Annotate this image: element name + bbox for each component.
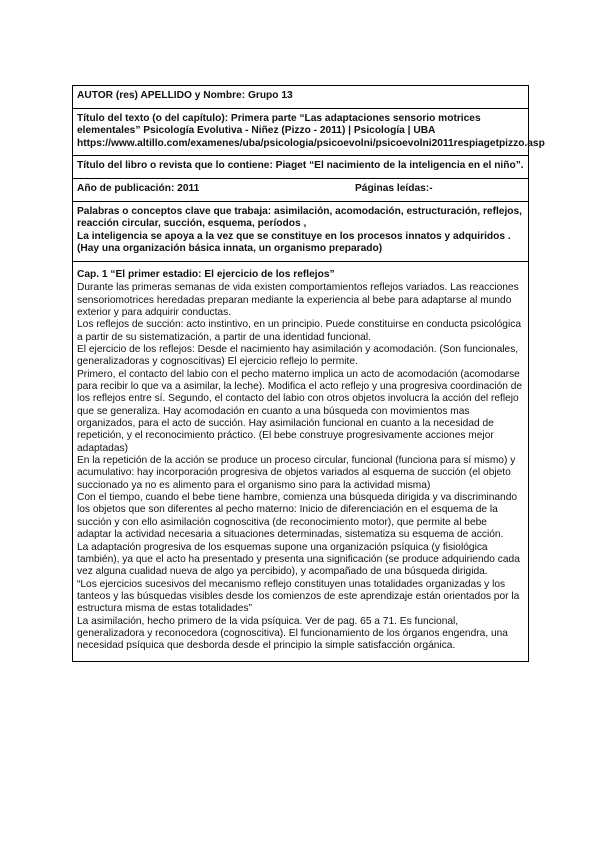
paragraph: Con el tiempo, cuando el bebe tiene hambre, comienza una búsqueda dirigida y va discriminando los objetos que son diferentes al pecho materno: Inicio de diferenciación en el esquema de la succión y con ello asimilación cognoscitiva (de reconocimiento motor), que permite al bebe adaptar la actividad necesaria a situaciones determinadas, sistematiza su esquema de acción. bbox=[77, 492, 518, 541]
pages-read: Páginas leídas:- bbox=[355, 182, 433, 194]
paragraph: La adaptación progresiva de los esquemas supone una organización psíquica (y fisiológica también), ya que el acto ha presentado y presenta una significación (se produce adquiriendo cada vez alguna cualidad nueva de algo ya percibido), y acompañado de una búsqueda dirigida. bbox=[77, 541, 520, 578]
paragraph: Los reflejos de succión: acto instintivo, en un principio. Puede constituirse en conducta psicológica a partir de su sistematización, a partir de una identidad funcional. bbox=[77, 319, 521, 343]
paragraph: “Los ejercicios sucesivos del mecanismo reflejo constituyen unas totalidades organizadas y los tanteos y las búsquedas visibles desde los comienzos de este aprendizaje están orientados por la estructura misma de estas totalidades” bbox=[77, 578, 520, 615]
paragraph: Primero, el contacto del labio con el pecho materno implica un acto de acomodación (acomodarse para recibir lo que va a asimilar, la leche). Modifica el acto reflejo y una progresiva coordinación de los reflejos entre sí. Segundo, el contacto del labio con otros objetos involucra la acción del reflejo que se generaliza. Hay acomodación en cuanto a una búsqueda con movimientos mas organizados, para el acto de succión. Hay asimilación funcional en cuanto a la necesidad de repetición, y el reconocimiento práctico. (El bebe construye progresivamente acciones mejor adaptadas) bbox=[77, 368, 523, 454]
text-title-row: Título del texto (o del capítulo): Primera parte “Las adaptaciones sensorio motrices elementales” Psicología Evolutiva - Niñez (Pizzo - 2011) | Psicología | UBA https://www.altillo.com/examenes/uba/psicologia/psicoevolni/psicoevolni2011respiagetpizzo.asp bbox=[73, 108, 528, 156]
chapter-title: Cap. 1 “El primer estadio: El ejercicio de los reflejos” bbox=[77, 268, 335, 280]
paragraph: Durante las primeras semanas de vida existen comportamientos reflejos variados. Las reacciones sensoriomotrices heredadas preparan mediante la experiencia al bebe para adaptarse al mundo exterior y para adquirir conductas. bbox=[77, 282, 519, 318]
publication-row bbox=[73, 178, 528, 201]
chapter-summary bbox=[73, 269, 528, 661]
document-form-table bbox=[72, 85, 545, 662]
book-title-row: Título del libro o revista que lo contiene: Piaget “El nacimiento de la inteligencia en el niño”. bbox=[73, 155, 528, 178]
keywords-row bbox=[73, 201, 528, 261]
keywords-text: Palabras o conceptos clave que trabaja: asimilación, acomodación, estructuración, reflejos, reacción circular, succión, esquema, períodos , bbox=[77, 205, 523, 230]
paragraph: El ejercicio de los reflejos: Desde el nacimiento hay asimilación y acomodación. (Son funcionales, generalizadoras y cognoscitivas) El ejercicio reflejo lo permite. bbox=[77, 344, 519, 368]
paragraph: La asimilación, hecho primero de la vida psíquica. Ver de pag. 65 a 71. Es funcional, generalizadora y reconocedora (cognoscitiva). El funcionamiento de los órganos engendra, una necesidad psíquica que desborda desde el principio la simple satisfacción orgánica. bbox=[77, 615, 508, 652]
publication-year: Año de publicación: 2011 bbox=[77, 182, 200, 194]
paragraph: En la repetición de la acción se produce un proceso circular, funcional (funciona para sí mismo) y acumulativo: hay incorporación progresiva de objetos variados al esquema de succión (el objeto succionado ya no es alimento para el organismo sino para la actividad misma) bbox=[77, 455, 516, 491]
section-divider bbox=[73, 261, 528, 269]
thesis-text: La inteligencia se apoya a la vez que se constituye en los procesos innatos y adquiridos . (Hay una organización básica innata, un organismo preparado) bbox=[77, 230, 511, 255]
author-row: AUTOR (res) APELLIDO y Nombre: Grupo 13 bbox=[77, 90, 293, 101]
